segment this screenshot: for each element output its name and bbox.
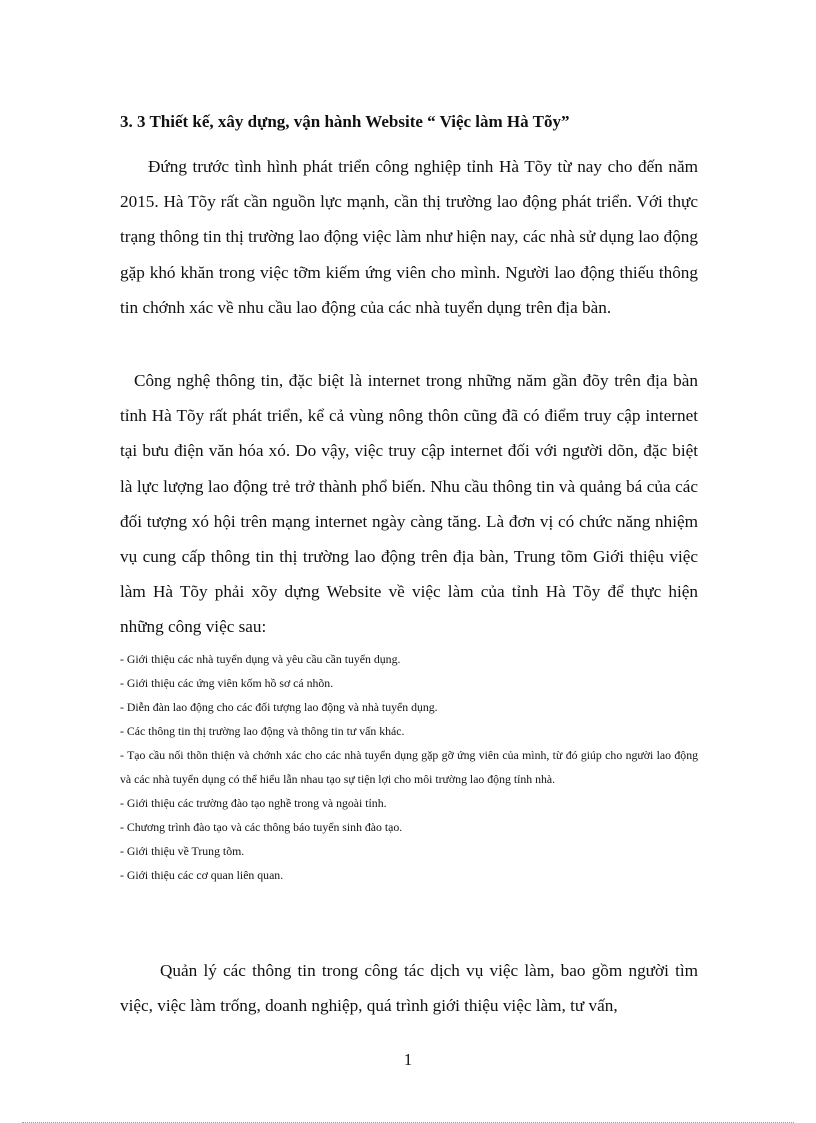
list-item: - Giới thiệu các cơ quan liên quan. — [120, 868, 284, 882]
list-item: - Các thông tin thị trường lao động và thông tin tư vấn khác. — [120, 724, 405, 738]
paragraph-management: Quản lý các thông tin trong công tác dịch vụ việc làm, bao gồm người tìm việc, việc làm trống, doanh nghiệp, quá trình giới thiệu việc làm, tư vấn, — [120, 961, 698, 1016]
list-item: - Giới thiệu các ứng viên kốm hồ sơ cá nhõn. — [120, 676, 334, 690]
paragraph-technology: Công nghệ thông tin, đặc biệt là internet trong những năm gần đõy trên địa bàn tỉnh Hà Tõy rất phát triển, kể cả vùng nông thôn cũng đã có điểm truy cập internet tại bưu điện văn hóa xó. Do vậy, việc truy cập internet đối với người dõn, đặc biệt là lực lượng lao động trẻ trở thành phổ biến. Nhu cầu thông tin và quảng bá của các đối tượng xó hội trên mạng internet ngày càng tăng. Là đơn vị có chức năng nhiệm vụ cung cấp thông tin thị trường lao động trên địa bàn, Trung tõm Giới thiệu việc làm Hà Tõy phải xõy dựng Website về việc làm của tỉnh Hà Tõy để thực hiện những công việc sau: — [120, 371, 698, 637]
task-list — [120, 647, 698, 887]
page-number: 1 — [403, 1050, 413, 1069]
list-item: - Tạo cầu nối thõn thiện và chớnh xác cho các nhà tuyển dụng gặp gỡ ứng viên của mình, từ đó giúp cho người lao động và các nhà tuyển dụng có thể hiểu lẫn nhau tạo sự tiện lợi cho môi trường lao động tỉnh nhà. — [120, 748, 698, 786]
list-item: - Giới thiệu các nhà tuyển dụng và yêu cầu cần tuyển dụng. — [120, 652, 401, 666]
paragraph-intro: Đứng trước tình hình phát triển công nghiệp tỉnh Hà Tõy từ nay cho đến năm 2015. Hà Tõy rất cần nguồn lực mạnh, cần thị trường lao động phát triển. Với thực trạng thông tin thị trường lao động việc làm như hiện nay, các nhà sử dụng lao động gặp khó khăn trong việc tỡm kiếm ứng viên cho mình. Người lao động thiếu thông tin chớnh xác về nhu cầu lao động của các nhà tuyển dụng trên địa bàn. — [120, 157, 698, 317]
section-heading: 3. 3 Thiết kế, xây dựng, vận hành Website “ Việc làm Hà Tõy” — [120, 112, 570, 131]
list-item: - Giới thiệu các trường đào tạo nghề trong và ngoài tỉnh. — [120, 796, 387, 810]
list-item: - Diễn đàn lao động cho các đối tượng lao động và nhà tuyển dụng. — [120, 700, 438, 714]
list-item: - Giới thiệu về Trung tõm. — [120, 844, 245, 858]
list-item: - Chương trình đào tạo và các thông báo tuyển sinh đào tạo. — [120, 820, 403, 834]
